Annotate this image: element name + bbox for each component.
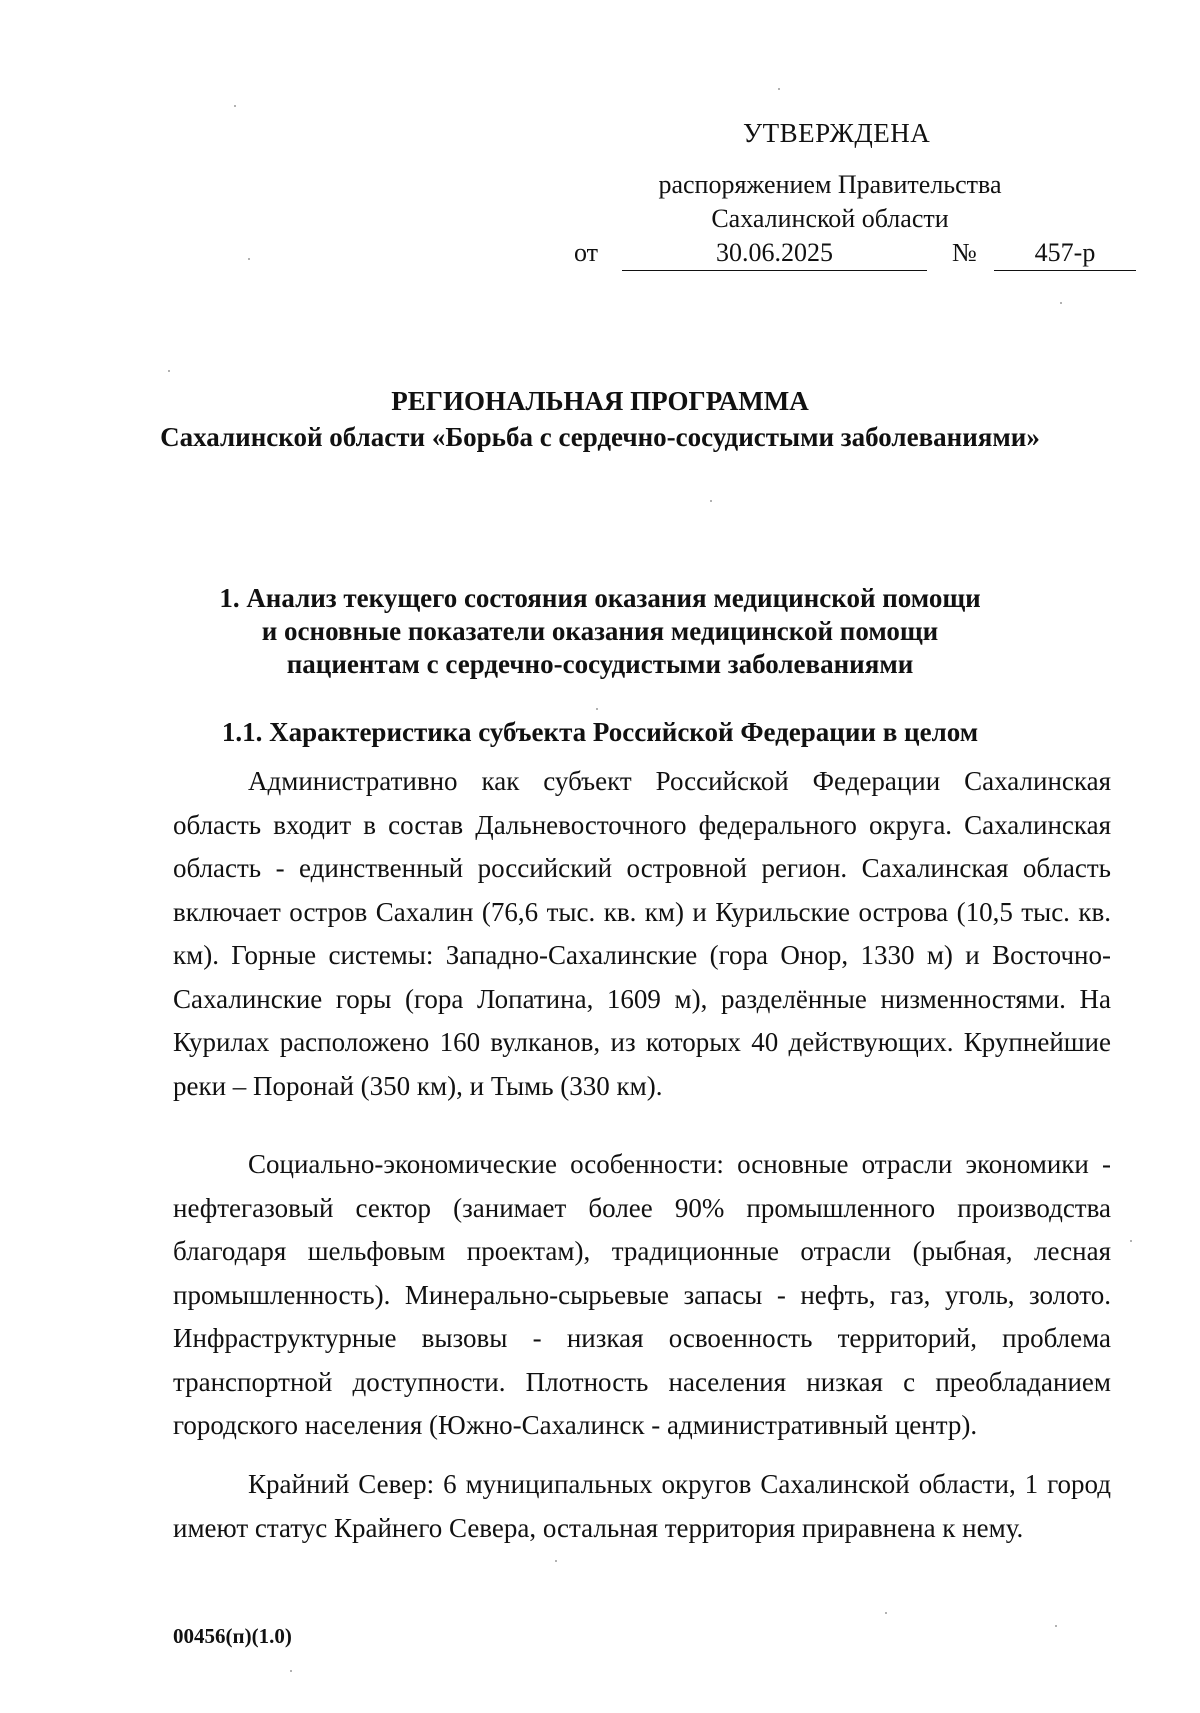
section-heading-line-3: пациентам с сердечно-сосудистыми заболеваниями [286, 649, 914, 679]
program-title-line-2: Сахалинской области «Борьба с сердечно-сосудистыми заболеваниями» [160, 422, 1040, 452]
paragraph-text: Административно как субъект Российской Федерации Сахалинская область входит в состав Дальневосточного федерального округа. Сахалинская область - единственный российский островной регион. Сахалинская область включает остров Сахалин (76,6 тыс. кв. км) и Курильские острова (10,5 тыс. кв. км). Горные системы: Западно-Сахалинские (гора Онор, 1330 м) и Восточно-Сахалинские горы (гора Лопатина, 1609 м), разделённые низменностями. На Курилах расположено 160 вулканов, из которых 40 действующих. Крупнейшие реки – Поронай (350 км), и Тымь (330 км). [173, 766, 1111, 1101]
program-title-line-1: РЕГИОНАЛЬНАЯ ПРОГРАММА [391, 386, 809, 416]
program-title [0, 383, 1200, 455]
paragraph-text: Крайний Север: 6 муниципальных округов Сахалинской области, 1 город имеют статус Крайнего Севера, остальная территория приравнена к нему. [173, 1469, 1111, 1543]
scan-speck [1060, 302, 1062, 304]
scan-speck [1055, 1625, 1057, 1627]
scan-speck [778, 88, 780, 90]
approval-date: 30.06.2025 [622, 236, 927, 271]
scan-speck [596, 708, 598, 710]
approved-by-region: Сахалинской области [711, 204, 949, 233]
scan-speck [1130, 1240, 1132, 1242]
scan-speck [234, 105, 236, 107]
scan-speck [885, 1612, 887, 1614]
approved-title: УТВЕРЖДЕНА [743, 118, 931, 148]
document-code: 00456(п)(1.0) [173, 1624, 292, 1648]
paragraph-text: Социально-экономические особенности: основные отрасли экономики - нефтегазовый сектор (занимает более 90% промышленного производства благодаря шельфовым проектам), традиционные отрасли (рыбная, лесная промышленность). Минерально-сырьевые запасы - нефть, газ, уголь, золото. Инфраструктурные вызовы - низкая освоенность территорий, проблема транспортной доступности. Плотность населения низкая с преобладанием городского населения (Южно-Сахалинск - административный центр). [173, 1149, 1111, 1440]
approval-number: 457-р [994, 236, 1136, 271]
paragraph-region-overview [173, 760, 1111, 1108]
date-label: от [574, 238, 599, 267]
scan-speck [290, 1670, 292, 1672]
section-heading-line-2: и основные показатели оказания медицинской помощи [261, 616, 939, 646]
subsection-heading: 1.1. Характеристика субъекта Российской Федерации в целом [221, 717, 979, 747]
number-label: № [952, 238, 977, 267]
approved-by-line: распоряжением Правительства [658, 170, 1002, 199]
section-heading-line-1: 1. Анализ текущего состояния оказания медицинской помощи [219, 583, 981, 613]
scan-speck [168, 370, 170, 372]
paragraph-socioeconomic [173, 1143, 1111, 1448]
section-heading [0, 582, 1200, 681]
paragraph-far-north [173, 1463, 1111, 1550]
approval-date-number-row [574, 236, 1096, 272]
scan-speck [248, 258, 250, 260]
scan-speck [710, 500, 712, 502]
scan-speck [555, 1560, 557, 1562]
